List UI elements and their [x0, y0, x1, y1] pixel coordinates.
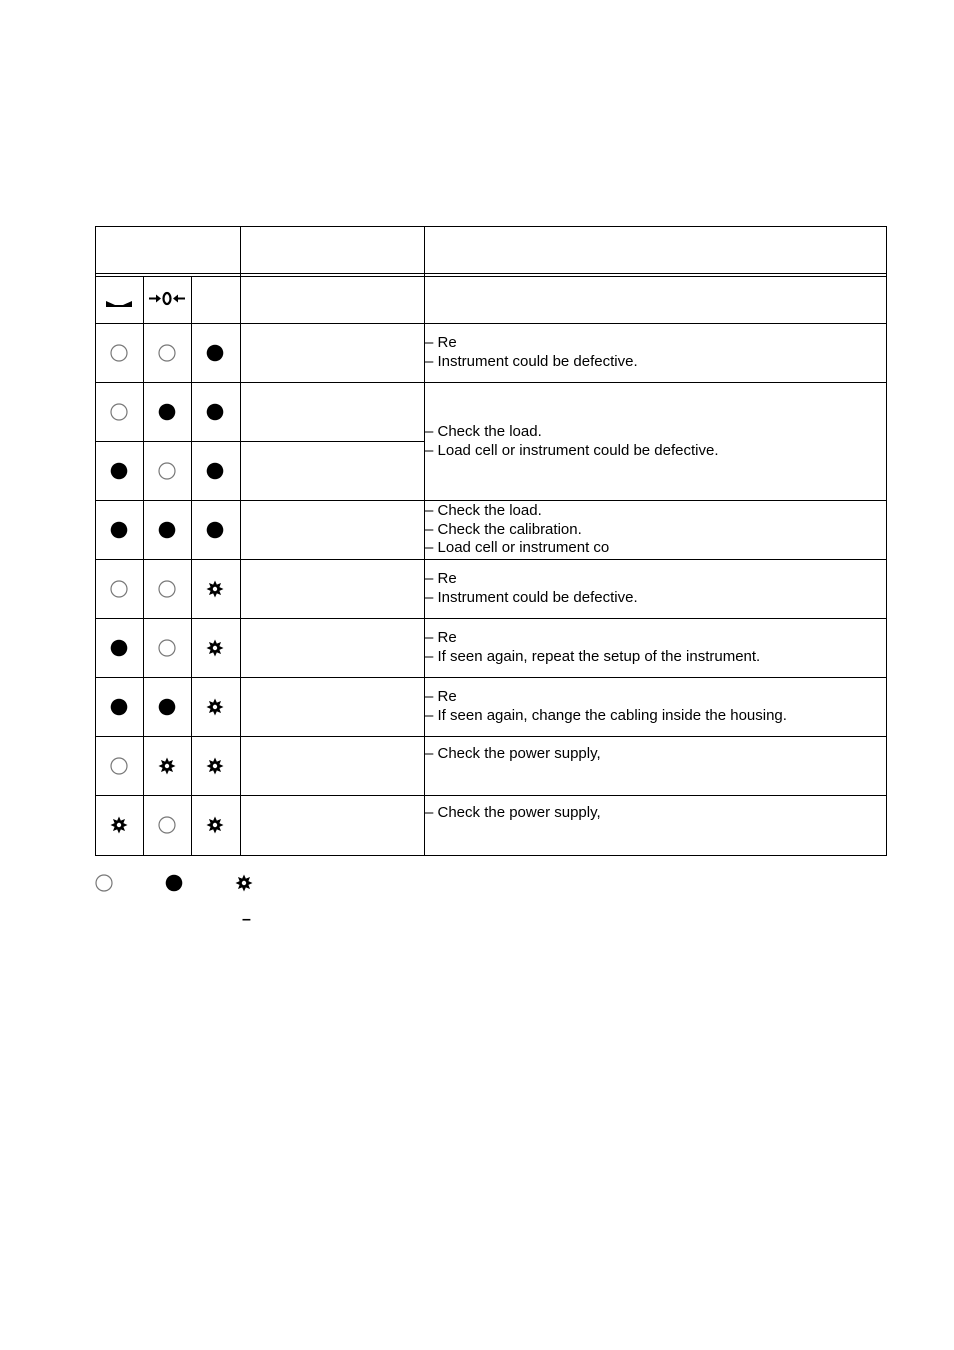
- led-blink-icon: [206, 757, 224, 775]
- remedy-text: [425, 570, 638, 607]
- remedy-line: – Re: [425, 629, 457, 646]
- led-on-icon: [206, 521, 224, 539]
- remedy-line: – Check the load.: [425, 423, 542, 440]
- remedy-line: – Instrument could be defective.: [425, 352, 638, 370]
- remedy-line: – If seen again, repeat the setup of the instrument.: [425, 647, 761, 665]
- remedy-line: – Check the power supply,: [425, 804, 601, 821]
- remedy-line: – Check the load.: [425, 502, 542, 519]
- led-diagnostics-table: [95, 226, 887, 856]
- remedy-text: [425, 423, 719, 460]
- led-off-icon: [110, 580, 128, 598]
- remedy-line: – Check the power supply,: [425, 745, 601, 762]
- remedy-text: [425, 745, 601, 764]
- remedy-text: [425, 804, 601, 823]
- led-off-icon: [158, 580, 176, 598]
- legend-led-off-icon: [95, 874, 113, 892]
- led-on-icon: [158, 403, 176, 421]
- remedy-line: – If seen again, change the cabling inside the housing.: [425, 706, 787, 724]
- led-blink-icon: [110, 816, 128, 834]
- remedy-line: – Re: [425, 570, 457, 587]
- remedy-text: [425, 502, 609, 558]
- remedy-text: [425, 629, 760, 666]
- led-off-icon: [110, 344, 128, 362]
- zero-icon: [149, 292, 185, 311]
- remedy-line: – Instrument could be defective.: [425, 588, 638, 606]
- legend-led-on-icon: [165, 874, 183, 892]
- led-off-icon: [158, 816, 176, 834]
- remedy-text: [425, 334, 638, 371]
- stability-icon: [106, 295, 132, 313]
- led-off-icon: [158, 639, 176, 657]
- led-blink-icon: [206, 580, 224, 598]
- led-on-icon: [110, 521, 128, 539]
- legend-led-blink-icon: [235, 874, 253, 892]
- remedy-line: – Load cell or instrument co: [425, 539, 610, 556]
- remedy-line: – Re: [425, 688, 457, 705]
- led-blink-icon: [206, 698, 224, 716]
- remedy-text: [425, 688, 787, 725]
- led-on-icon: [158, 521, 176, 539]
- led-off-icon: [158, 462, 176, 480]
- led-off-icon: [110, 403, 128, 421]
- remedy-line: – Load cell or instrument could be defective.: [425, 441, 719, 459]
- led-blink-icon: [206, 639, 224, 657]
- led-on-icon: [206, 344, 224, 362]
- led-on-icon: [206, 403, 224, 421]
- led-on-icon: [110, 698, 128, 716]
- led-off-icon: [110, 757, 128, 775]
- led-blink-icon: [206, 816, 224, 834]
- led-off-icon: [158, 344, 176, 362]
- led-on-icon: [110, 462, 128, 480]
- led-on-icon: [110, 639, 128, 657]
- legend-dash: –: [242, 911, 251, 928]
- remedy-line: – Check the calibration.: [425, 520, 582, 538]
- led-blink-icon: [158, 757, 176, 775]
- led-on-icon: [158, 698, 176, 716]
- led-on-icon: [206, 462, 224, 480]
- remedy-line: – Re: [425, 334, 457, 351]
